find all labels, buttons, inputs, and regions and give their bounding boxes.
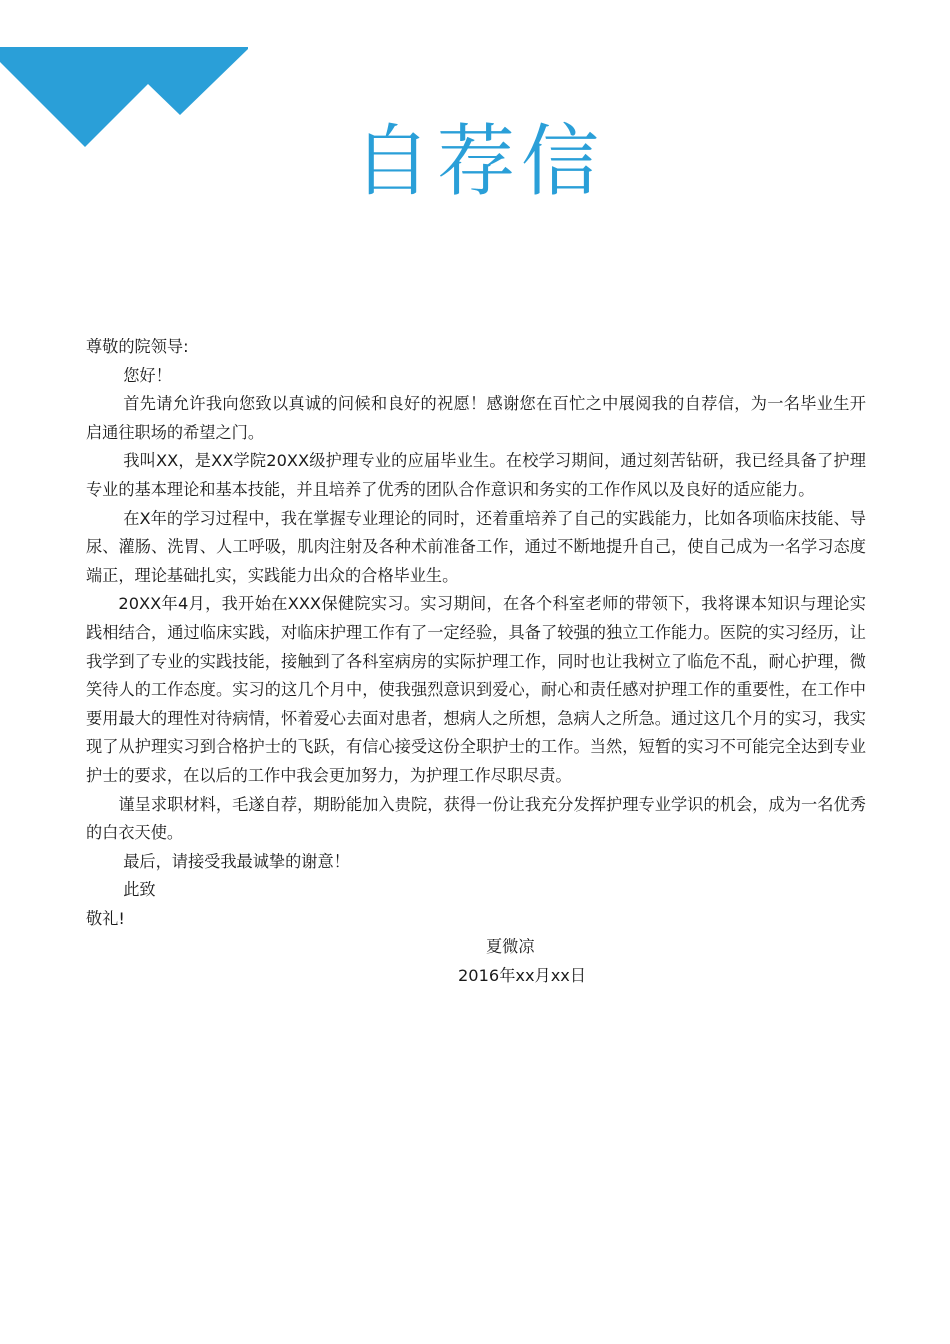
salutation: 尊敬的院领导: [86, 337, 189, 356]
signature-name: 夏微凉 [486, 937, 535, 957]
paragraph-application: 谨呈求职材料，毛遂自荐，期盼能加入贵院，获得一份让我充分发挥护理专业学识的机会，成为一名优秀的白衣天使。 [86, 794, 866, 843]
paragraph-self-intro: 我叫XX，是XX学院20XX级护理专业的应届毕业生。在校学习期间，通过刻苦钻研，我已经具备了护理专业的基本理论和基本技能，并且培养了优秀的团队合作意识和务实的工作作风以及良好的适应能力。 [86, 451, 866, 499]
closing-salute: 敬礼! [86, 908, 125, 928]
letter-body [86, 333, 866, 991]
paragraph-intro: 首先请允许我向您致以真诚的问候和良好的祝愿！感谢您在百忙之中展阅我的自荐信，为一名毕业生开启通往职场的希望之门。 [86, 394, 866, 442]
paragraph-study: 在X年的学习过程中，我在掌握专业理论的同时，还着重培养了自己的实践能力，比如各项临床技能、导尿、灌肠、洗胃、人工呼吸，肌肉注射及各种术前准备工作，通过不断地提升自己，使自己成为一名学习态度端正，理论基础扎实，实践能力出众的合格毕业生。 [86, 508, 866, 585]
paragraph-internship: 20XX年4月，我开始在XXX保健院实习。实习期间，在各个科室老师的带领下，我将课本知识与理论实践相结合，通过临床实践，对临床护理工作有了一定经验，具备了较强的独立工作能力。医院的实习经历，让我学到了专业的实践技能，接触到了各科室病房的实际护理工作，同时也让我树立了临危不乱，耐心护理，微笑待人的工作态度。实习的这几个月中，使我强烈意识到爱心，耐心和责任感对护理工作的重要性，在工作中要用最大的理性对待病情，怀着爱心去面对患者，想病人之所想，急病人之所急。通过这几个月的实习，我实现了从护理实习到合格护士的飞跃，有信心接受这份全职护士的工作。当然，短暂的实习不可能完全达到专业护士的要求，在以后的工作中我会更加努力，为护理工作尽职尽责。 [86, 594, 866, 785]
paragraph-thanks: 最后，请接受我最诚挚的谢意！ [123, 851, 350, 871]
greeting: 您好！ [123, 365, 172, 385]
closing-phrase: 此致 [123, 880, 156, 900]
page-title: 自荐信 [352, 117, 605, 207]
signature-date: 2016年xx月xx日 [458, 966, 587, 986]
